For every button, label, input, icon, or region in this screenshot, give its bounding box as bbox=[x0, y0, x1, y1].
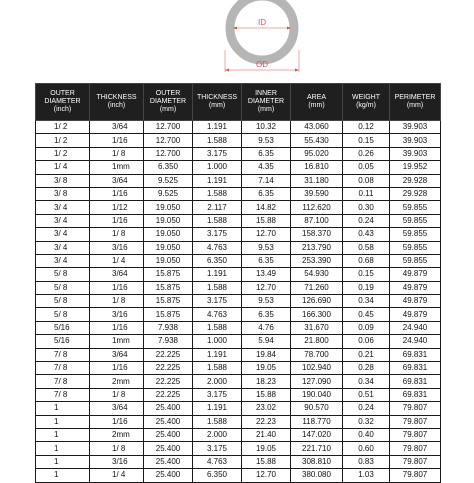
cell-outer-diameter-inch: 5/ 8 bbox=[36, 295, 90, 308]
cell-outer-diameter-inch: 1 bbox=[36, 442, 90, 455]
cell-perimeter-mm: 49.879 bbox=[390, 308, 441, 321]
cell-perimeter-mm: 69.831 bbox=[390, 388, 441, 401]
cell-inner-diameter-mm: 12.70 bbox=[242, 469, 291, 482]
cell-area-mm: 253.390 bbox=[291, 254, 343, 267]
table-row bbox=[36, 121, 441, 134]
table-row bbox=[36, 415, 441, 428]
cell-outer-diameter-mm: 7.938 bbox=[144, 321, 193, 334]
table-row bbox=[36, 228, 441, 241]
header-line: (mm) bbox=[308, 102, 325, 109]
table-row bbox=[36, 147, 441, 160]
header-line: (kg/m) bbox=[356, 102, 376, 109]
od-arrow-left bbox=[225, 69, 229, 72]
cell-weight-kgm: 0.24 bbox=[343, 214, 390, 227]
cell-outer-diameter-mm: 25.400 bbox=[144, 415, 193, 428]
cell-weight-kgm: 0.58 bbox=[343, 241, 390, 254]
cell-inner-diameter-mm: 15.88 bbox=[242, 388, 291, 401]
cell-thickness-mm: 1.588 bbox=[193, 362, 242, 375]
cell-area-mm: 87.100 bbox=[291, 214, 343, 227]
cell-weight-kgm: 0.11 bbox=[343, 187, 390, 200]
cell-inner-diameter-mm: 4.35 bbox=[242, 161, 291, 174]
cell-thickness-inch: 3/64 bbox=[90, 348, 144, 361]
cell-perimeter-mm: 39.903 bbox=[390, 121, 441, 134]
cell-thickness-inch: 3/16 bbox=[90, 241, 144, 254]
cell-outer-diameter-mm: 12.700 bbox=[144, 147, 193, 160]
cell-area-mm: 127.090 bbox=[291, 375, 343, 388]
cell-perimeter-mm: 59.855 bbox=[390, 228, 441, 241]
cell-outer-diameter-mm: 25.400 bbox=[144, 455, 193, 468]
cell-outer-diameter-inch: 3/ 4 bbox=[36, 201, 90, 214]
cell-area-mm: 78.700 bbox=[291, 348, 343, 361]
cell-thickness-inch: 1/16 bbox=[90, 214, 144, 227]
table-row bbox=[36, 308, 441, 321]
cell-thickness-inch: 3/64 bbox=[90, 174, 144, 187]
cell-inner-diameter-mm: 6.35 bbox=[242, 254, 291, 267]
cell-perimeter-mm: 49.879 bbox=[390, 295, 441, 308]
cell-weight-kgm: 0.15 bbox=[343, 134, 390, 147]
cell-weight-kgm: 0.05 bbox=[343, 161, 390, 174]
cell-perimeter-mm: 79.807 bbox=[390, 428, 441, 441]
cell-outer-diameter-mm: 25.400 bbox=[144, 442, 193, 455]
cell-weight-kgm: 1.03 bbox=[343, 469, 390, 482]
cell-inner-diameter-mm: 5.94 bbox=[242, 335, 291, 348]
header-thickness-inch bbox=[90, 84, 144, 121]
cell-outer-diameter-inch: 7/ 8 bbox=[36, 348, 90, 361]
cell-thickness-inch: 3/16 bbox=[90, 308, 144, 321]
cell-thickness-mm: 1.588 bbox=[193, 321, 242, 334]
cell-area-mm: 71.260 bbox=[291, 281, 343, 294]
cell-perimeter-mm: 69.831 bbox=[390, 375, 441, 388]
cell-inner-diameter-mm: 9.53 bbox=[242, 241, 291, 254]
cell-perimeter-mm: 39.903 bbox=[390, 134, 441, 147]
table-row bbox=[36, 402, 441, 415]
cell-area-mm: 43.060 bbox=[291, 121, 343, 134]
id-label: ID bbox=[258, 18, 266, 27]
cell-inner-diameter-mm: 6.35 bbox=[242, 147, 291, 160]
cell-thickness-mm: 1.000 bbox=[193, 161, 242, 174]
cell-outer-diameter-mm: 7.938 bbox=[144, 335, 193, 348]
cell-outer-diameter-mm: 12.700 bbox=[144, 134, 193, 147]
header-thickness-mm bbox=[193, 84, 242, 121]
cell-perimeter-mm: 24.940 bbox=[390, 321, 441, 334]
header-line: DIAMETER bbox=[44, 98, 81, 105]
cell-thickness-mm: 1.191 bbox=[193, 268, 242, 281]
cell-area-mm: 112.620 bbox=[291, 201, 343, 214]
cell-thickness-mm: 3.175 bbox=[193, 388, 242, 401]
tube-ring bbox=[230, 0, 294, 60]
header-line: WEIGHT bbox=[352, 94, 380, 101]
table-row bbox=[36, 388, 441, 401]
cell-area-mm: 380.080 bbox=[291, 469, 343, 482]
cell-outer-diameter-mm: 22.225 bbox=[144, 375, 193, 388]
cell-inner-diameter-mm: 12.70 bbox=[242, 281, 291, 294]
header-outer-diameter-inch bbox=[36, 84, 90, 121]
cell-inner-diameter-mm: 4.76 bbox=[242, 321, 291, 334]
cell-inner-diameter-mm: 9.53 bbox=[242, 134, 291, 147]
cell-weight-kgm: 0.60 bbox=[343, 442, 390, 455]
cell-thickness-inch: 1/16 bbox=[90, 321, 144, 334]
cell-inner-diameter-mm: 7.14 bbox=[242, 174, 291, 187]
header-line: THICKNESS bbox=[96, 94, 137, 101]
header-line: OUTER bbox=[155, 90, 181, 97]
cell-outer-diameter-mm: 15.875 bbox=[144, 295, 193, 308]
table-row bbox=[36, 187, 441, 200]
cell-thickness-inch: 1/16 bbox=[90, 362, 144, 375]
cell-thickness-inch: 1/ 8 bbox=[90, 228, 144, 241]
cell-perimeter-mm: 49.879 bbox=[390, 281, 441, 294]
cell-area-mm: 308.810 bbox=[291, 455, 343, 468]
cell-perimeter-mm: 59.855 bbox=[390, 201, 441, 214]
header-perimeter-mm bbox=[390, 84, 441, 121]
cell-thickness-inch: 2mm bbox=[90, 375, 144, 388]
table-row bbox=[36, 241, 441, 254]
cell-thickness-inch: 3/64 bbox=[90, 268, 144, 281]
cell-outer-diameter-mm: 25.400 bbox=[144, 428, 193, 441]
cell-thickness-mm: 1.588 bbox=[193, 187, 242, 200]
cell-outer-diameter-mm: 19.050 bbox=[144, 201, 193, 214]
table-row bbox=[36, 134, 441, 147]
cell-thickness-mm: 1.191 bbox=[193, 121, 242, 134]
cell-thickness-inch: 1/16 bbox=[90, 187, 144, 200]
cell-inner-diameter-mm: 15.88 bbox=[242, 214, 291, 227]
cell-weight-kgm: 0.30 bbox=[343, 201, 390, 214]
cell-weight-kgm: 0.09 bbox=[343, 321, 390, 334]
cell-thickness-mm: 4.763 bbox=[193, 308, 242, 321]
table-row bbox=[36, 375, 441, 388]
header-area-mm bbox=[291, 84, 343, 121]
header-line: OUTER bbox=[50, 90, 75, 97]
cell-thickness-mm: 4.763 bbox=[193, 241, 242, 254]
cell-perimeter-mm: 24.940 bbox=[390, 335, 441, 348]
cell-outer-diameter-inch: 1/ 2 bbox=[36, 147, 90, 160]
header-line: (mm) bbox=[159, 106, 177, 113]
cell-outer-diameter-inch: 1 bbox=[36, 415, 90, 428]
cell-thickness-inch: 3/64 bbox=[90, 121, 144, 134]
header-line: (inch) bbox=[107, 102, 126, 109]
cell-outer-diameter-mm: 25.400 bbox=[144, 469, 193, 482]
cell-area-mm: 55.430 bbox=[291, 134, 343, 147]
cell-inner-diameter-mm: 23.02 bbox=[242, 402, 291, 415]
cell-outer-diameter-mm: 25.400 bbox=[144, 402, 193, 415]
cell-outer-diameter-mm: 22.225 bbox=[144, 388, 193, 401]
cell-inner-diameter-mm: 18.23 bbox=[242, 375, 291, 388]
cell-outer-diameter-mm: 12.700 bbox=[144, 121, 193, 134]
cell-outer-diameter-inch: 5/16 bbox=[36, 321, 90, 334]
cell-outer-diameter-inch: 1 bbox=[36, 402, 90, 415]
cell-outer-diameter-inch: 1/ 4 bbox=[36, 161, 90, 174]
cell-area-mm: 102.940 bbox=[291, 362, 343, 375]
cell-thickness-mm: 1.000 bbox=[193, 335, 242, 348]
cell-thickness-inch: 1/ 8 bbox=[90, 295, 144, 308]
cell-weight-kgm: 0.34 bbox=[343, 375, 390, 388]
cell-inner-diameter-mm: 19.05 bbox=[242, 442, 291, 455]
cell-area-mm: 190.040 bbox=[291, 388, 343, 401]
cell-outer-diameter-inch: 3/ 4 bbox=[36, 228, 90, 241]
header-line: (mm) bbox=[257, 106, 275, 113]
cell-outer-diameter-mm: 22.225 bbox=[144, 348, 193, 361]
header-line: PERIMETER bbox=[394, 94, 436, 101]
cell-outer-diameter-inch: 3/ 8 bbox=[36, 174, 90, 187]
cell-thickness-mm: 3.175 bbox=[193, 147, 242, 160]
cell-thickness-mm: 2.000 bbox=[193, 428, 242, 441]
cell-outer-diameter-inch: 3/ 4 bbox=[36, 254, 90, 267]
cell-perimeter-mm: 79.807 bbox=[390, 469, 441, 482]
cell-perimeter-mm: 59.855 bbox=[390, 241, 441, 254]
cell-inner-diameter-mm: 19.05 bbox=[242, 362, 291, 375]
header-inner-diameter-mm bbox=[242, 84, 291, 121]
cell-area-mm: 39.590 bbox=[291, 187, 343, 200]
table-row bbox=[36, 281, 441, 294]
table-header-row bbox=[36, 84, 441, 121]
cell-outer-diameter-mm: 22.225 bbox=[144, 362, 193, 375]
cell-perimeter-mm: 79.807 bbox=[390, 442, 441, 455]
table-row bbox=[36, 161, 441, 174]
cell-area-mm: 21.800 bbox=[291, 335, 343, 348]
cell-thickness-mm: 1.588 bbox=[193, 415, 242, 428]
header-line: DIAMETER bbox=[247, 98, 285, 105]
cell-inner-diameter-mm: 9.53 bbox=[242, 295, 291, 308]
cell-area-mm: 147.020 bbox=[291, 428, 343, 441]
cell-outer-diameter-mm: 15.875 bbox=[144, 281, 193, 294]
cell-thickness-mm: 2.117 bbox=[193, 201, 242, 214]
cell-thickness-inch: 1mm bbox=[90, 161, 144, 174]
table-body bbox=[36, 121, 441, 483]
cell-thickness-mm: 3.175 bbox=[193, 295, 242, 308]
cell-thickness-inch: 1/ 8 bbox=[90, 388, 144, 401]
cell-weight-kgm: 0.21 bbox=[343, 348, 390, 361]
tube-spec-table bbox=[35, 83, 441, 483]
header-line: THICKNESS bbox=[196, 94, 238, 101]
cell-area-mm: 126.690 bbox=[291, 295, 343, 308]
cell-outer-diameter-inch: 5/ 8 bbox=[36, 268, 90, 281]
cell-thickness-mm: 6.350 bbox=[193, 469, 242, 482]
cell-weight-kgm: 0.32 bbox=[343, 415, 390, 428]
table-row bbox=[36, 469, 441, 482]
cell-outer-diameter-inch: 3/ 8 bbox=[36, 187, 90, 200]
cell-thickness-inch: 1/16 bbox=[90, 281, 144, 294]
cell-area-mm: 90.570 bbox=[291, 402, 343, 415]
cell-area-mm: 158.370 bbox=[291, 228, 343, 241]
header-line: (mm) bbox=[406, 102, 424, 109]
table-row bbox=[36, 268, 441, 281]
cell-outer-diameter-inch: 1 bbox=[36, 469, 90, 482]
cell-perimeter-mm: 19.952 bbox=[390, 161, 441, 174]
table-row bbox=[36, 321, 441, 334]
cell-thickness-mm: 3.175 bbox=[193, 442, 242, 455]
cell-inner-diameter-mm: 13.49 bbox=[242, 268, 291, 281]
cell-outer-diameter-inch: 1 bbox=[36, 455, 90, 468]
cell-weight-kgm: 0.28 bbox=[343, 362, 390, 375]
cell-area-mm: 16.810 bbox=[291, 161, 343, 174]
cell-outer-diameter-inch: 1 bbox=[36, 428, 90, 441]
cell-perimeter-mm: 79.807 bbox=[390, 402, 441, 415]
table-row bbox=[36, 428, 441, 441]
cell-perimeter-mm: 39.903 bbox=[390, 147, 441, 160]
cell-thickness-mm: 3.175 bbox=[193, 228, 242, 241]
table-row bbox=[36, 254, 441, 267]
cell-outer-diameter-inch: 3/ 4 bbox=[36, 214, 90, 227]
cell-area-mm: 166.300 bbox=[291, 308, 343, 321]
cell-area-mm: 31.670 bbox=[291, 321, 343, 334]
cell-weight-kgm: 0.43 bbox=[343, 228, 390, 241]
cell-thickness-mm: 1.588 bbox=[193, 214, 242, 227]
header-line: DIAMETER bbox=[149, 98, 187, 105]
cell-weight-kgm: 0.19 bbox=[343, 281, 390, 294]
cell-weight-kgm: 0.15 bbox=[343, 268, 390, 281]
cell-thickness-inch: 1/12 bbox=[90, 201, 144, 214]
cell-outer-diameter-mm: 6.350 bbox=[144, 161, 193, 174]
cell-area-mm: 213.790 bbox=[291, 241, 343, 254]
cell-inner-diameter-mm: 12.70 bbox=[242, 228, 291, 241]
cell-perimeter-mm: 59.855 bbox=[390, 254, 441, 267]
cell-perimeter-mm: 59.855 bbox=[390, 214, 441, 227]
cell-weight-kgm: 0.51 bbox=[343, 388, 390, 401]
cell-outer-diameter-inch: 1/ 2 bbox=[36, 121, 90, 134]
cell-perimeter-mm: 49.879 bbox=[390, 268, 441, 281]
header-weight-kgm bbox=[343, 84, 390, 121]
header-outer-diameter-mm bbox=[144, 84, 193, 121]
od-label: OD bbox=[256, 60, 268, 69]
cell-outer-diameter-inch: 5/ 8 bbox=[36, 281, 90, 294]
table-row bbox=[36, 362, 441, 375]
cell-outer-diameter-inch: 5/ 8 bbox=[36, 308, 90, 321]
cell-outer-diameter-mm: 19.050 bbox=[144, 228, 193, 241]
cell-thickness-inch: 1/16 bbox=[90, 134, 144, 147]
cell-thickness-mm: 1.191 bbox=[193, 174, 242, 187]
cell-weight-kgm: 0.24 bbox=[343, 402, 390, 415]
cell-area-mm: 118.770 bbox=[291, 415, 343, 428]
cell-outer-diameter-mm: 9.525 bbox=[144, 187, 193, 200]
tube-cross-section-diagram bbox=[0, 0, 474, 82]
cell-weight-kgm: 0.68 bbox=[343, 254, 390, 267]
cell-perimeter-mm: 29.928 bbox=[390, 174, 441, 187]
cell-perimeter-mm: 29.928 bbox=[390, 187, 441, 200]
cell-outer-diameter-mm: 9.525 bbox=[144, 174, 193, 187]
cell-outer-diameter-inch: 7/ 8 bbox=[36, 375, 90, 388]
od-arrow-right bbox=[295, 69, 299, 72]
cell-inner-diameter-mm: 21.40 bbox=[242, 428, 291, 441]
cell-area-mm: 221.710 bbox=[291, 442, 343, 455]
cell-area-mm: 31.180 bbox=[291, 174, 343, 187]
cell-thickness-inch: 1/16 bbox=[90, 415, 144, 428]
table-row bbox=[36, 295, 441, 308]
cell-perimeter-mm: 79.807 bbox=[390, 415, 441, 428]
cell-weight-kgm: 0.34 bbox=[343, 295, 390, 308]
cell-outer-diameter-mm: 15.875 bbox=[144, 268, 193, 281]
cell-weight-kgm: 0.83 bbox=[343, 455, 390, 468]
cell-inner-diameter-mm: 19.84 bbox=[242, 348, 291, 361]
table-row bbox=[36, 201, 441, 214]
cell-thickness-mm: 4.763 bbox=[193, 455, 242, 468]
cell-area-mm: 95.020 bbox=[291, 147, 343, 160]
header-line: AREA bbox=[306, 94, 327, 101]
cell-thickness-mm: 1.191 bbox=[193, 402, 242, 415]
table-row bbox=[36, 455, 441, 468]
table-row bbox=[36, 335, 441, 348]
cell-outer-diameter-inch: 1/ 2 bbox=[36, 134, 90, 147]
table-row bbox=[36, 348, 441, 361]
cell-inner-diameter-mm: 15.88 bbox=[242, 455, 291, 468]
cell-area-mm: 54.930 bbox=[291, 268, 343, 281]
cell-thickness-mm: 1.588 bbox=[193, 281, 242, 294]
cell-perimeter-mm: 69.831 bbox=[390, 348, 441, 361]
header-line: (inch) bbox=[53, 106, 72, 113]
cell-weight-kgm: 0.08 bbox=[343, 174, 390, 187]
cell-thickness-mm: 6.350 bbox=[193, 254, 242, 267]
cell-outer-diameter-inch: 3/ 4 bbox=[36, 241, 90, 254]
cell-outer-diameter-inch: 7/ 8 bbox=[36, 388, 90, 401]
table-row bbox=[36, 442, 441, 455]
cell-thickness-inch: 2mm bbox=[90, 428, 144, 441]
cell-thickness-inch: 1/ 4 bbox=[90, 254, 144, 267]
cell-thickness-inch: 1/ 8 bbox=[90, 442, 144, 455]
cell-outer-diameter-inch: 7/ 8 bbox=[36, 362, 90, 375]
cell-perimeter-mm: 79.807 bbox=[390, 455, 441, 468]
cell-inner-diameter-mm: 14.82 bbox=[242, 201, 291, 214]
cell-weight-kgm: 0.06 bbox=[343, 335, 390, 348]
cell-thickness-inch: 1/ 8 bbox=[90, 147, 144, 160]
cell-outer-diameter-mm: 19.050 bbox=[144, 241, 193, 254]
cell-thickness-inch: 1/ 4 bbox=[90, 469, 144, 482]
cell-perimeter-mm: 69.831 bbox=[390, 362, 441, 375]
table-row bbox=[36, 174, 441, 187]
cell-weight-kgm: 0.12 bbox=[343, 121, 390, 134]
cell-weight-kgm: 0.40 bbox=[343, 428, 390, 441]
cell-inner-diameter-mm: 10.32 bbox=[242, 121, 291, 134]
header-line: (mm) bbox=[208, 102, 226, 109]
cell-thickness-mm: 1.191 bbox=[193, 348, 242, 361]
header-line: INNER bbox=[255, 90, 277, 97]
cell-inner-diameter-mm: 22.23 bbox=[242, 415, 291, 428]
cell-outer-diameter-mm: 19.050 bbox=[144, 254, 193, 267]
cell-inner-diameter-mm: 6.35 bbox=[242, 308, 291, 321]
cell-inner-diameter-mm: 6.35 bbox=[242, 187, 291, 200]
cell-outer-diameter-mm: 15.875 bbox=[144, 308, 193, 321]
cell-weight-kgm: 0.26 bbox=[343, 147, 390, 160]
cell-thickness-mm: 1.588 bbox=[193, 134, 242, 147]
cell-thickness-inch: 3/64 bbox=[90, 402, 144, 415]
table-row bbox=[36, 214, 441, 227]
cell-thickness-mm: 2.000 bbox=[193, 375, 242, 388]
cell-weight-kgm: 0.45 bbox=[343, 308, 390, 321]
cell-thickness-inch: 3/16 bbox=[90, 455, 144, 468]
cell-outer-diameter-mm: 19.050 bbox=[144, 214, 193, 227]
cell-thickness-inch: 1mm bbox=[90, 335, 144, 348]
cell-outer-diameter-inch: 5/16 bbox=[36, 335, 90, 348]
